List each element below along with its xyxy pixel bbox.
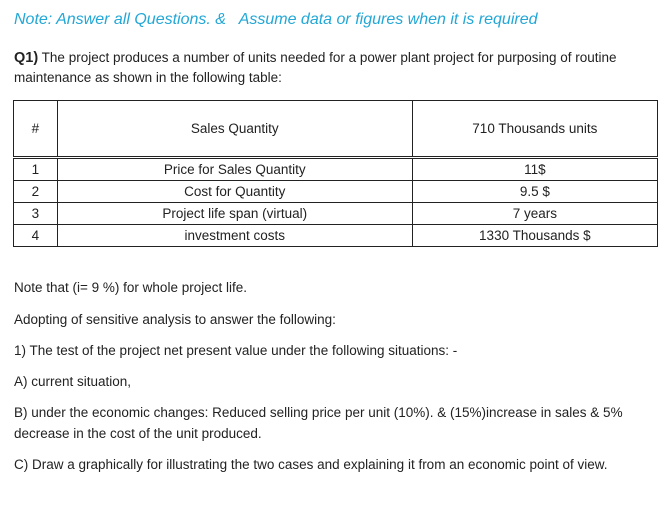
table-row (14, 225, 658, 247)
table-header-row (14, 101, 658, 158)
row-value: 9.5 $ (412, 181, 657, 203)
row-item: Price for Sales Quantity (57, 158, 412, 181)
header-sales-quantity: Sales Quantity (57, 101, 412, 158)
row-item: investment costs (57, 225, 412, 247)
row-number: 1 (14, 158, 58, 181)
row-number: 3 (14, 203, 58, 225)
table-row (14, 181, 658, 203)
table-row (14, 158, 658, 181)
interest-note: Note that (i= 9 %) for whole project life. (14, 280, 247, 295)
row-value: 7 years (412, 203, 657, 225)
note-heading: Note: Answer all Questions. & Assume data or figures when it is required (14, 11, 538, 28)
row-value: 1330 Thousands $ (412, 225, 657, 247)
item-1-text: 1) The test of the project net present value under the following situations: - (14, 343, 458, 358)
header-units-value: 710 Thousands units (412, 101, 657, 158)
question-paragraph (14, 48, 654, 88)
item-a-text: A) current situation, (14, 374, 132, 389)
question-text: The project produces a number of units needed for a power plant project for purposing of routine maintenance as shown in the following table: (14, 50, 617, 85)
item-b-text: B) under the economic changes: Reduced selling price per unit (10%). & (15%)increase in sales & 5% decrease in the cost of the unit produced. (14, 405, 623, 441)
row-item: Cost for Quantity (57, 181, 412, 203)
row-number: 4 (14, 225, 58, 247)
header-number: # (14, 101, 58, 158)
row-item: Project life span (virtual) (57, 203, 412, 225)
project-data-table (13, 100, 658, 247)
row-value: 11$ (412, 158, 657, 181)
row-number: 2 (14, 181, 58, 203)
question-number: Q1) (14, 50, 39, 66)
item-c-text: C) Draw a graphically for illustrating the two cases and explaining it from an economic point of view. (14, 457, 608, 472)
adopting-text: Adopting of sensitive analysis to answer the following: (14, 312, 336, 327)
table-row (14, 203, 658, 225)
